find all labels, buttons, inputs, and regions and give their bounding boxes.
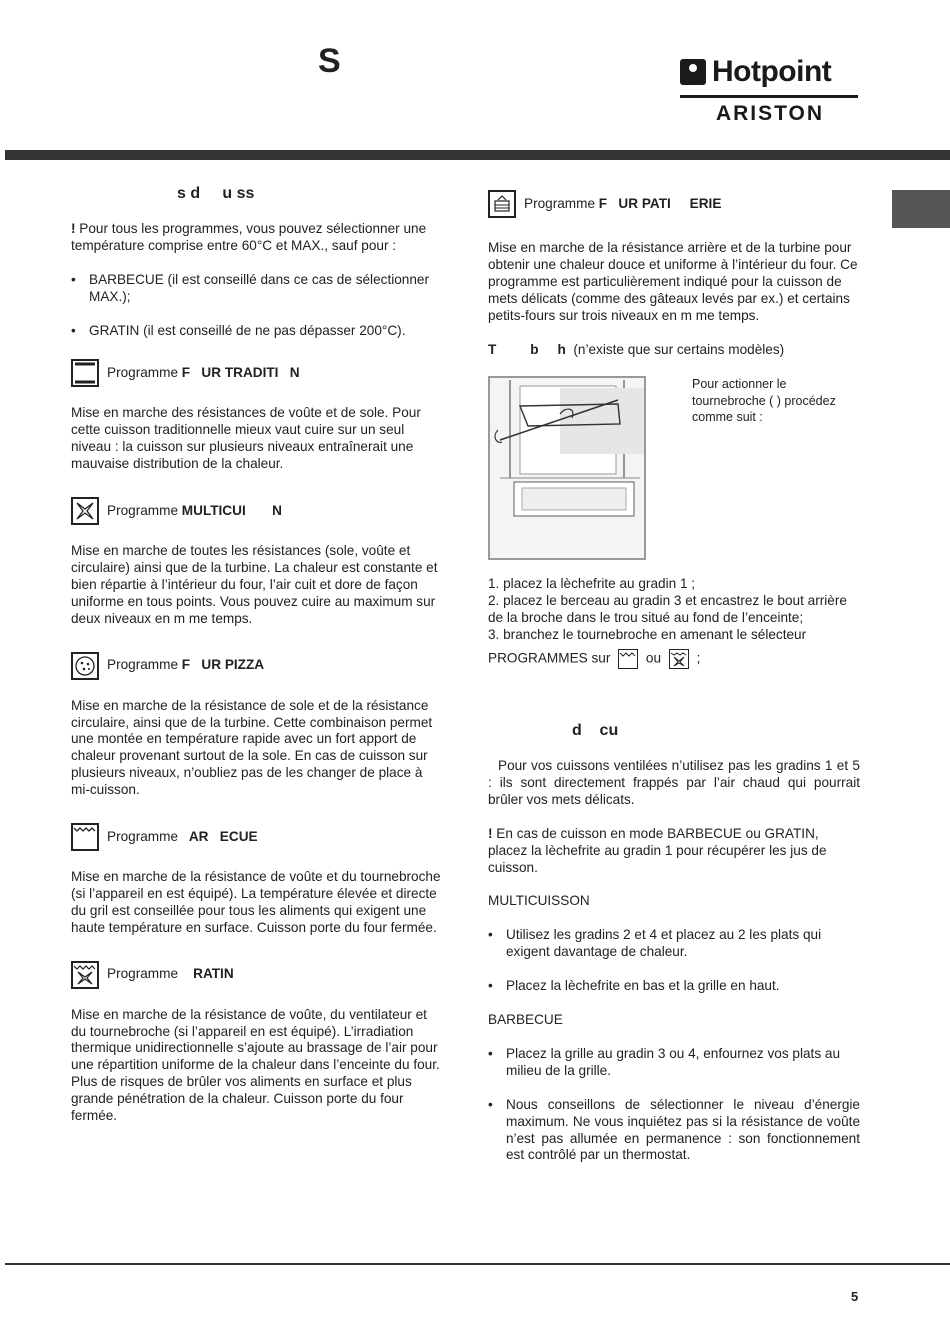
rotisserie-step: 2. placez le berceau au gradin 3 et encastrez le bout arrière de la broche dans le trou situé au fond de l’enceinte; [488,593,847,626]
program-description: Mise en marche des résistances de voûte et de sole. Pour cette cuisson traditionnelle mieux vaut cuire sur un seul niveau : la cuisson sur plusieurs niveaux entraînerait une mauvaise distribution de la chaleur. [71,405,421,472]
advice-paragraph: Pour vos cuissons ventilées n’utilisez pas les gradins 1 et 5 : ils sont directement frappés par l’air chaud qui pourrait brûler vos mets délicats. [488,757,860,807]
warning-mark: ! [71,220,76,236]
barbecue-label: BARBECUE [488,1012,563,1028]
advice-heading: d cu [572,722,619,740]
list-item: • BARBECUE (il est conseillé dans ce cas de sélectionner MAX.); [71,271,430,304]
side-tab [892,190,950,228]
header-bar [5,150,950,160]
list-item: • Nous conseillons de sélectionner le niveau d’énergie maximum. Ne vous inquiétez pas si la résistance de voûte n’est pas allumée en permanence : son fonctionnement est contrôlé par un thermostat. [488,1096,860,1163]
program-description: Mise en marche de la résistance de voûte, du ventilateur et du tournebroche (si l’appareil en est équipé). L’irradiation thermique unidirectionnelle s’ajoute au brassage de l’air pour une répartition uniforme de la chaleur dans l’enceinte du four. Plus de risques de brûler vos aliments en surface et plus grande pénétration de la chaleur. Cuisson porte du four fermée. [71,1006,440,1124]
traditional-oven-icon [71,359,99,387]
logo-rule [680,95,858,98]
rotisserie-step: 3. branchez le tournebroche en amenant le sélecteur [488,627,807,643]
logo-mark-icon [680,59,706,85]
list-item: • GRATIN (il est conseillé de ne pas dépasser 200°C). [71,322,406,338]
program-gratin: Programme RATIN [71,961,443,989]
program-traditional: Programme F UR TRADITI N [71,359,443,387]
left-column [71,186,443,1142]
program-pizza: Programme F UR PIZZA [71,652,443,680]
warning-mark: ! [488,825,493,841]
program-barbecue: Programme AR ECUE [71,823,443,851]
multicuisson-fan-icon [71,497,99,525]
list-item: • Placez la lèchefrite en bas et la grille en haut. [488,978,780,994]
program-description: Mise en marche de la résistance de voûte et du tournebroche (si l’appareil en est équipé). La température élevée et directe du gril est conseillée pour tous les aliments qui exigent une haute température en surface. Cuisson porte du four fermée. [71,869,441,935]
left-heading: s d u ss [177,185,255,202]
intro-paragraph: ! Pour tous les programmes, vous pouvez sélectionner une température comprise entre 60°C et MAX., sauf pour : [71,220,427,253]
multicuisson-label: MULTICUISSON [488,893,590,909]
right-column [488,190,860,1181]
logo-brand: Hotpoint [712,55,832,88]
page-number: 5 [851,1289,859,1304]
program-description: Mise en marche de la résistance de sole et de la résistance circulaire, ainsi que de la turbine. Cette combinaison permet une montée en température rapide avec un fort apport de chaleur provenant surtout de la sole. En cas de cuisson sur plusieurs niveaux, n’oubliez pas de les changer de place à mi-cuisson. [71,697,433,798]
program-description: Mise en marche de la résistance arrière et de la turbine pour obtenir une chaleur douce et uniforme à l’intérieur du four. Ce programme est particulièrement indiqué pour la cuisson de mets délicats (comme des gâteaux levés par ex.) et certains petits-fours sur trois niveaux en m me temps. [488,240,858,323]
program-multicuisson: Programme MULTICUI N [71,497,443,525]
programmes-line: PROGRAMMES sur ou ; [488,649,860,669]
footer-rule [5,1263,950,1265]
rotisserie-line: T b h (n’existe que sur certains modèles) [488,341,785,357]
advice-warning: ! En cas de cuisson en mode BARBECUE ou GRATIN, placez la lèchefrite au gradin 1 pour récupérer les jus de cuisson. [488,825,827,875]
oven-rotisserie-illustration [488,376,646,560]
logo-subbrand: ARISTON [715,102,825,125]
rotisserie-title: T b h [488,341,566,357]
figure-caption: Pour actionner le tournebroche ( ) procédez comme suit : [692,377,836,425]
list-item: • Utilisez les gradins 2 et 4 et placez au 2 les plats qui exigent davantage de chaleur. [488,927,822,960]
program-description: Mise en marche de toutes les résistances (sole, voûte et circulaire) ainsi que de la turbine. La chaleur est constante et bien répartie à l’intérieur du four, l’air cuit et dore de façon uniforme en tous points. Vous pouvez cuire au maximum sur deux niveaux en m me temps. [71,543,438,626]
barbecue-grill-icon [618,649,638,669]
section-letter: S [318,42,341,80]
barbecue-grill-icon [71,823,99,851]
hotpoint-ariston-logo [680,55,860,126]
rotisserie-step: 1. placez la lèchefrite au gradin 1 ; [488,576,696,592]
list-item: • Placez la grille au gradin 3 ou 4, enfournez vos plats au milieu de la grille. [488,1045,841,1078]
rotisserie-figure-area [488,376,860,576]
program-pastry: Programme F UR PATI ERIE [488,190,860,218]
gratin-icon [71,961,99,989]
pastry-icon [488,190,516,218]
pizza-icon [71,652,99,680]
gratin-icon [669,649,689,669]
